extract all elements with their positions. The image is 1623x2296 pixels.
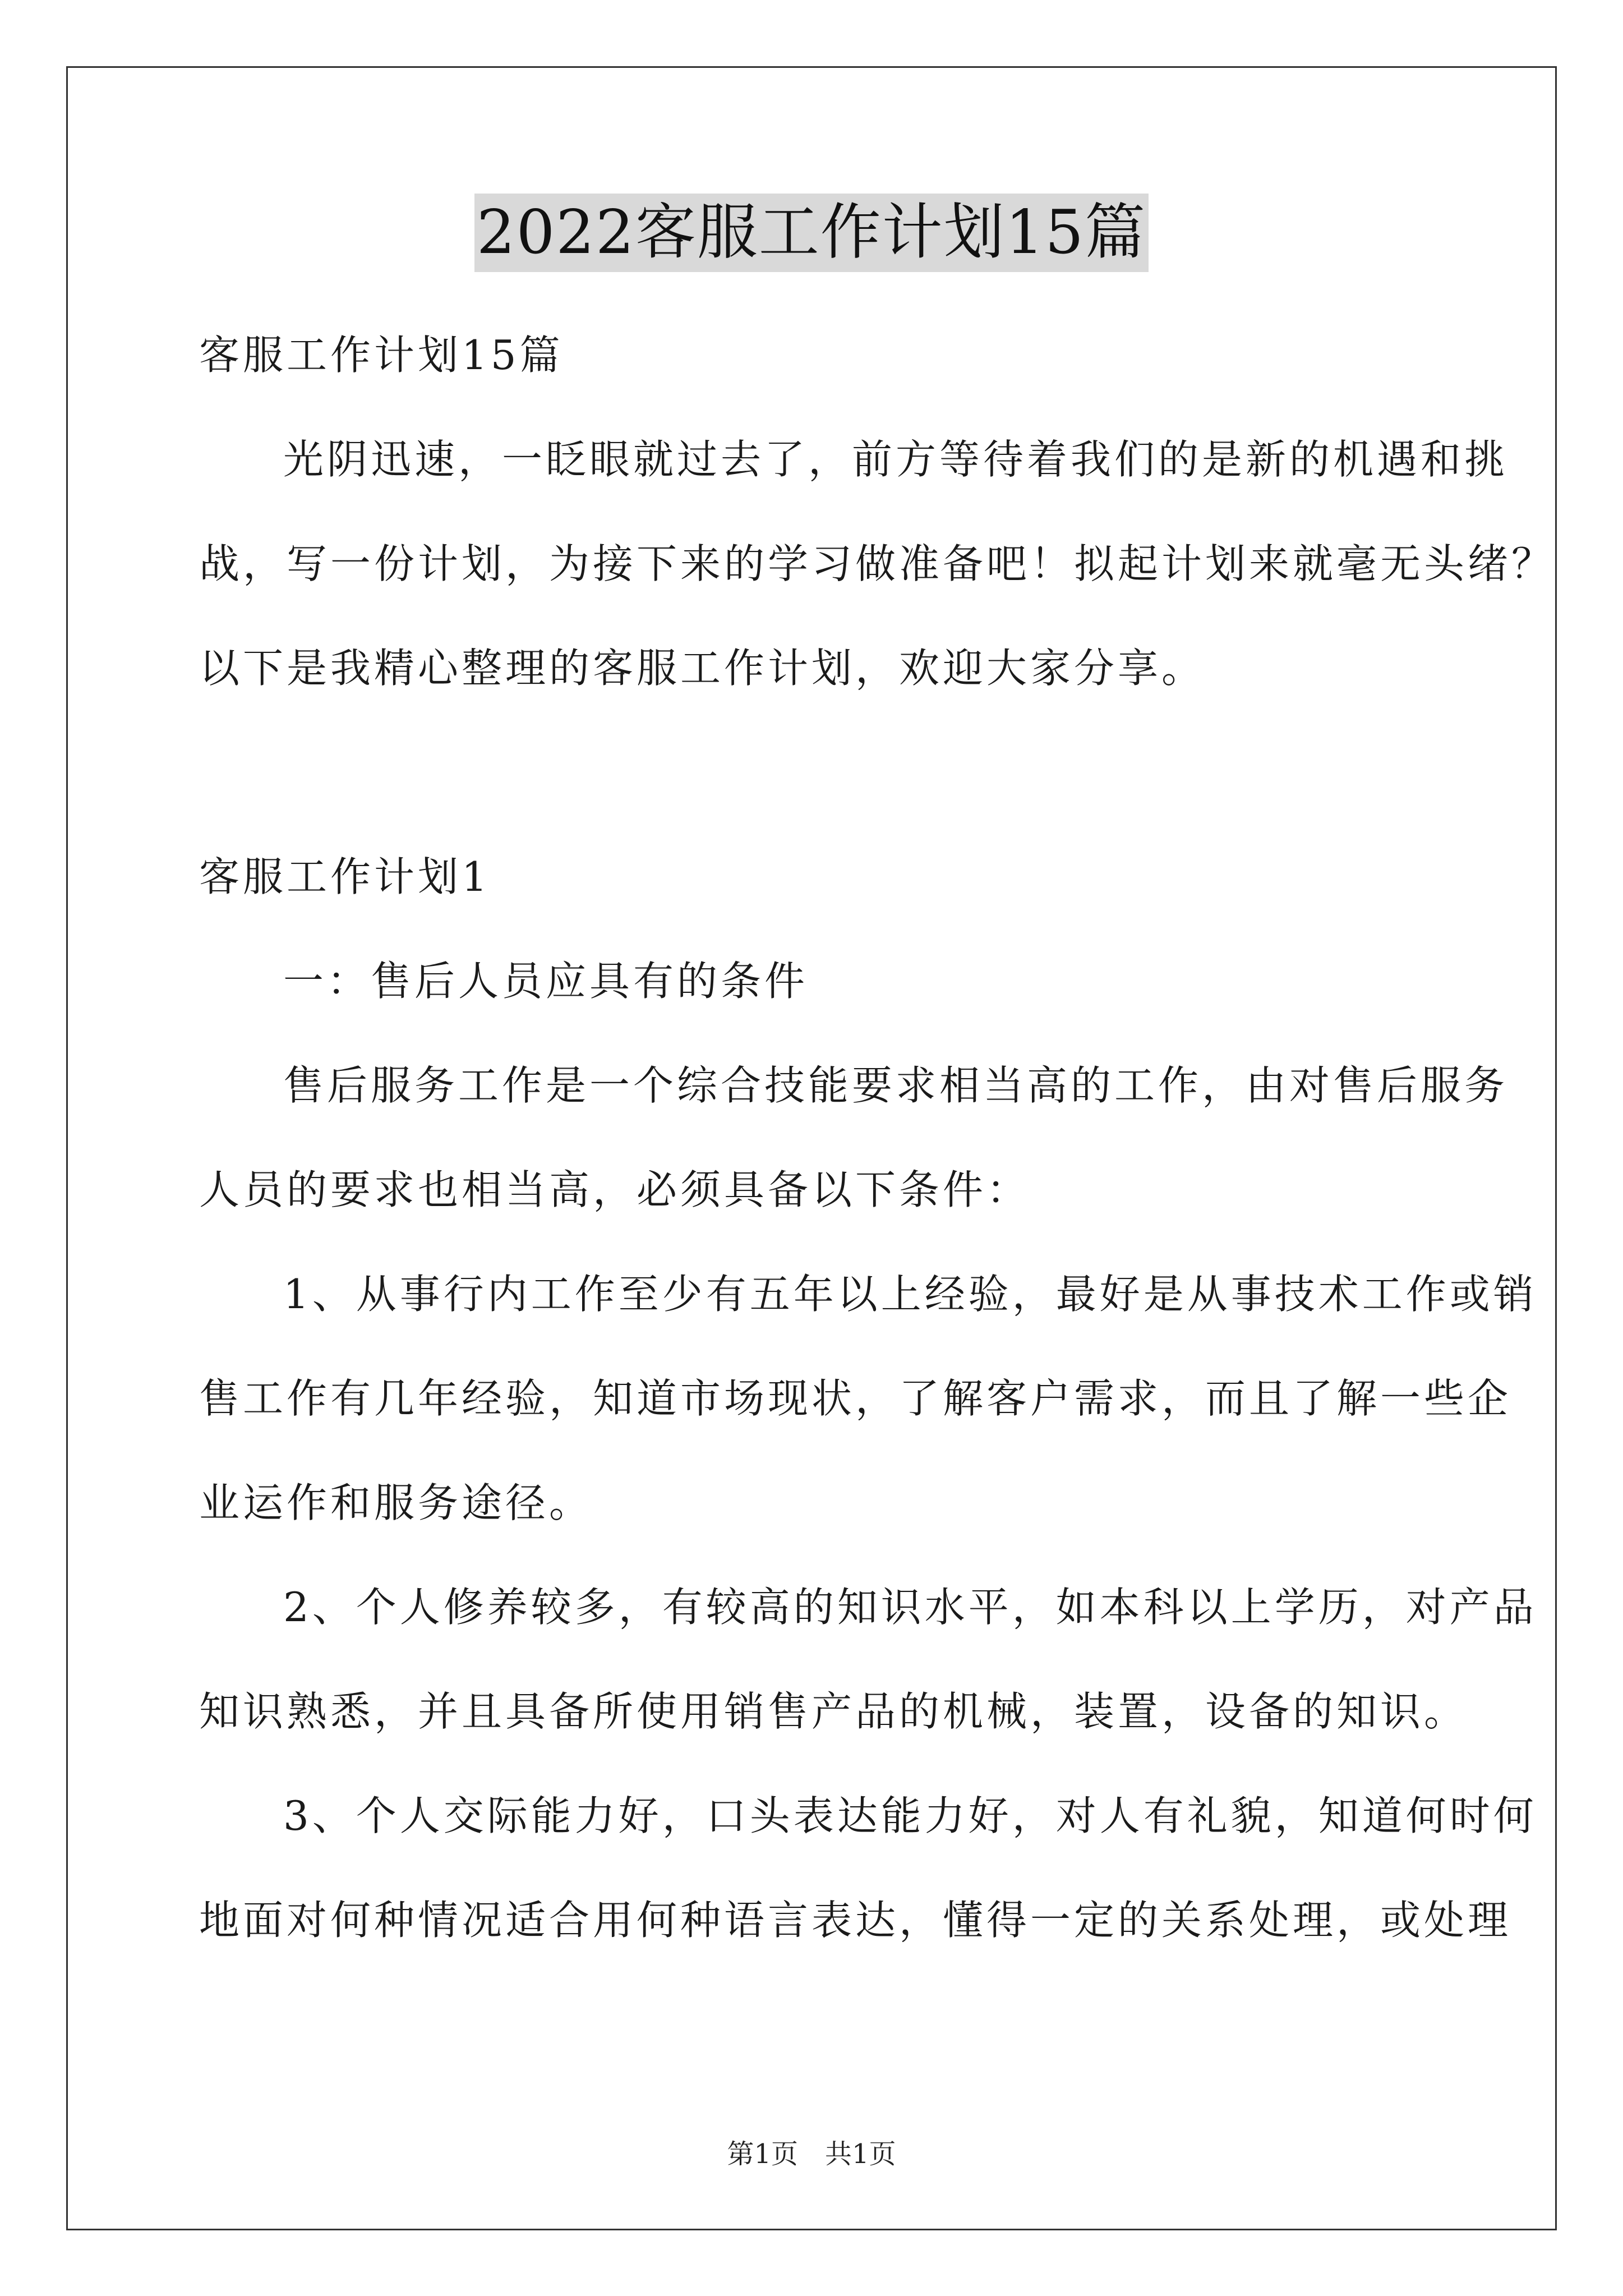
paragraph-4-line-2: 地面对何种情况适合用何种语言表达，懂得一定的关系处理，或处理 [199, 1897, 1512, 1944]
paragraph-4-line-1: 3、个人交际能力好，口头表达能力好，对人有礼貌，知道何时何 [283, 1792, 1537, 1839]
paragraph-1-line-1: 售后服务工作是一个综合技能要求相当高的工作，由对售后服务 [283, 1062, 1509, 1109]
paragraph-1-line-2: 人员的要求也相当高，必须具备以下条件： [199, 1166, 1031, 1213]
paragraph-2-line-2: 售工作有几年经验，知道市场现状，了解客户需求，而且了解一些企 [199, 1375, 1512, 1422]
intro-line-3: 以下是我精心整理的客服工作计划，欢迎大家分享。 [199, 645, 1206, 692]
blank-line [199, 720, 1438, 825]
paragraph-3-line-1: 2、个人修养较多，有较高的知识水平，如本科以上学历，对产品 [283, 1584, 1537, 1631]
paragraph-3-line-2: 知识熟悉，并且具备所使用销售产品的机械，装置，设备的知识。 [199, 1688, 1468, 1735]
paragraph-2-line-3: 业运作和服务途径。 [199, 1479, 593, 1526]
page-footer: 第1页 共1页 [727, 2138, 896, 2170]
intro-line-2: 战，写一份计划，为接下来的学习做准备吧！拟起计划来就毫无头绪？ [199, 540, 1556, 587]
section-heading: 客服工作计划1 [199, 853, 491, 900]
document-body [199, 303, 1556, 1972]
title-container [0, 194, 1623, 272]
document-title: 2022客服工作计划15篇 [474, 194, 1149, 272]
intro-line-1: 光阴迅速，一眨眼就过去了，前方等待着我们的是新的机遇和挑 [283, 436, 1509, 483]
document-subtitle: 客服工作计划15篇 [199, 332, 564, 379]
paragraph-2-line-1: 1、从事行内工作至少有五年以上经验，最好是从事技术工作或销 [283, 1271, 1537, 1318]
subsection-heading: 一：售后人员应具有的条件 [283, 958, 809, 1005]
